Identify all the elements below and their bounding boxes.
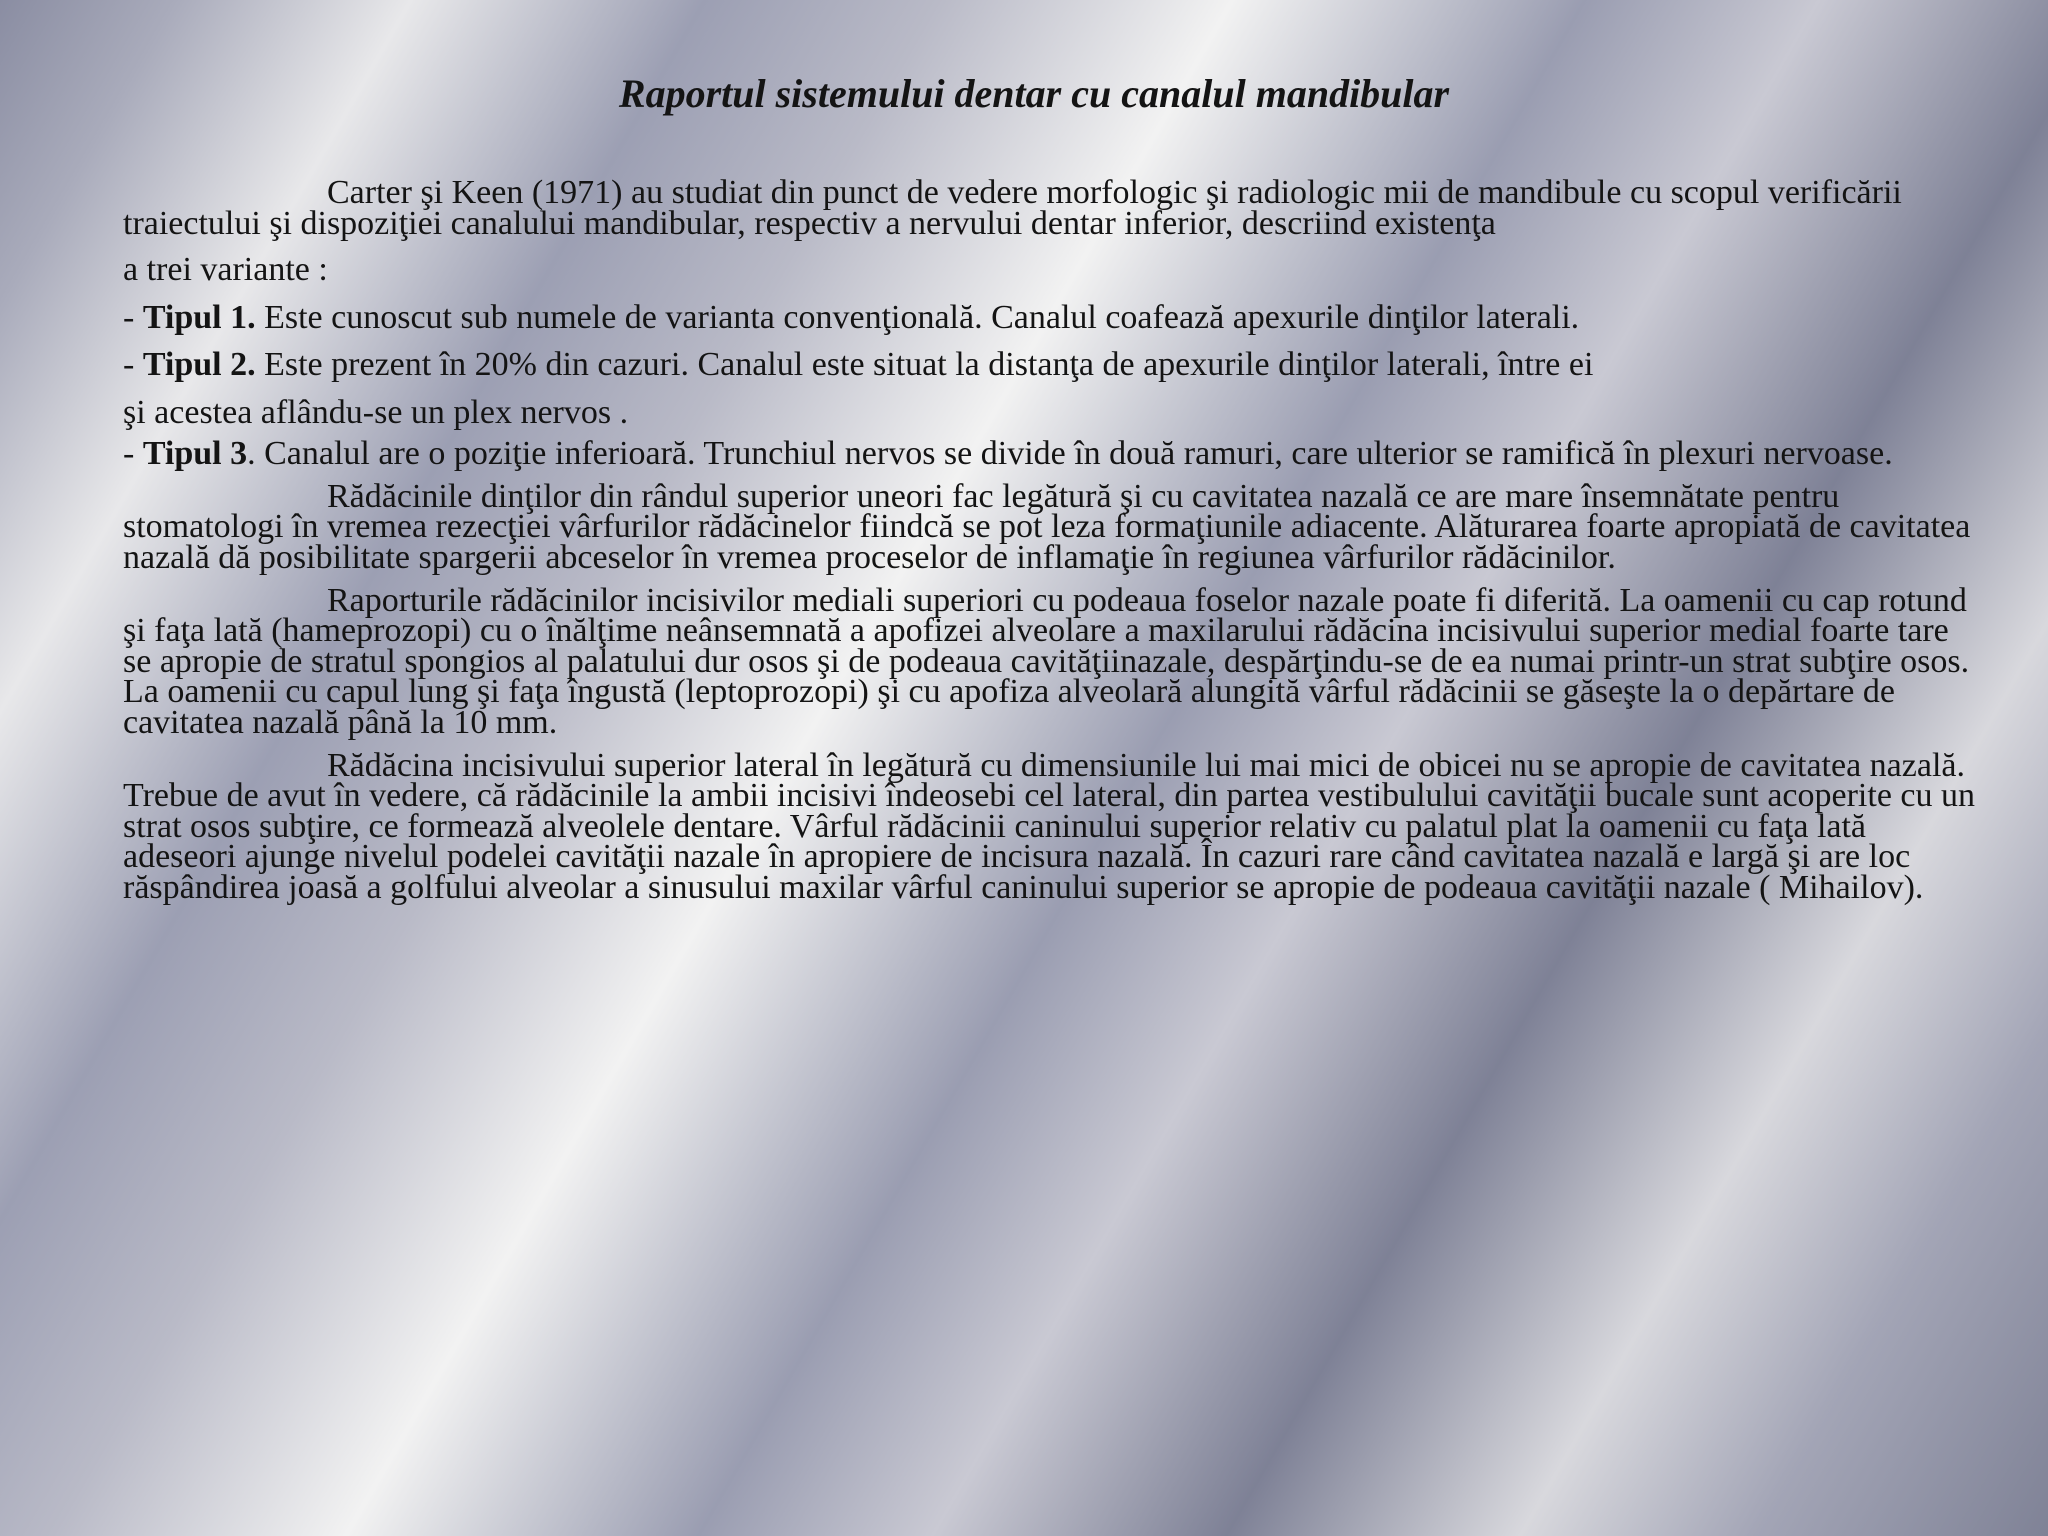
slide-body bbox=[123, 174, 1983, 918]
list-item-type-3: - Tipul 3. Canalul are o poziţie inferioară. Trunchiul nervos se divide în două ramuri, care ulterior se ramifică în plexuri nervoase. bbox=[123, 435, 1893, 473]
type-2-label: Tipul 2. bbox=[142, 346, 256, 384]
list-item-type-2: - Tipul 2. Este prezent în 20% din cazuri. Canalul este situat la distanţa de apexurile dinţilor laterali, între ei bbox=[123, 346, 1594, 384]
type-1-text: Este cunoscut sub numele de varianta convenţională. Canalul coafează apexurile dinţilor laterali. bbox=[255, 298, 1580, 336]
paragraph-medial-incisors-text: Raporturile rădăcinilor incisivilor mediali superiori cu podeaua foselor nazale poate fi diferită. La oamenii cu cap rotund şi faţa lată (hameprozopi) cu o înălţime neânsemnată a apofizei alveolare a maxilarului rădăcina incisivului superior medial foarte tare se apropie de stratul spongios al palatului dur osos şi de podeaua cavităţiinazale, despărţindu-se de ea numai printr-un strat subţire osos. La oamenii cu capul lung şi faţa îngustă (leptoprozopi) şi cu apofiza alveolară alungită vârful rădăcinii se găseşte la o depărtare de cavitatea nazală până la 10 mm. bbox=[123, 581, 1970, 741]
type-2-text: Este prezent în 20% din cazuri. Canalul este situat la distanţa de apexurile dinţilor laterali, între ei bbox=[255, 346, 1594, 384]
paragraph-lateral-incisor bbox=[123, 746, 1983, 906]
type-3-label: Tipul 3 bbox=[142, 435, 248, 473]
type-1-label: Tipul 1. bbox=[142, 298, 256, 336]
paragraph-variants-intro: a trei variante : bbox=[123, 251, 328, 289]
paragraph-upper-roots bbox=[123, 477, 1983, 576]
list-item-type-1: - Tipul 1. Este cunoscut sub numele de varianta convenţională. Canalul coafează apexurile dinţilor laterali. bbox=[123, 298, 1580, 336]
paragraph-upper-roots-text: Rădăcinile dinţilor din rândul superior uneori fac legătură şi cu cavitatea nazală ce are mare însemnătate pentru stomatologi în vremea rezecţiei vârfurilor rădăcinelor fiindcă se pot leza formaţiunile adiacente. Alăturarea foarte apropiată de cavitatea nazală dă posibilitate spargerii abceselor în vremea proceselor de inflamaţie în regiunea vârfurilor rădăcinilor. bbox=[123, 477, 1971, 576]
paragraph-medial-incisors bbox=[123, 581, 1983, 741]
paragraph-intro bbox=[123, 174, 1983, 242]
type-3-text: . Canalul are o poziţie inferioară. Trunchiul nervos se divide în două ramuri, care ulterior se ramifică în plexuri nervoase. bbox=[247, 435, 1893, 473]
paragraph-intro-text: Carter şi Keen (1971) au studiat din punct de vedere morfologic şi radiologic mii de mandibule cu scopul verificării traiectului şi dispoziţiei canalului mandibular, respectiv a nervului dentar inferior, descriind existenţa bbox=[123, 174, 1902, 242]
list-item-type-2-continued: şi acestea aflându-se un plex nervos . bbox=[123, 393, 629, 431]
paragraph-lateral-incisor-text: Rădăcina incisivului superior lateral în legătură cu dimensiunile lui mai mici de obicei nu se apropie de cavitatea nazală. Trebue de avut în vedere, că rădăcinile la ambii incisivi îndeosebi cel lateral, din partea vestibulului cavităţii bucale sunt acoperite cu un strat osos subţire, ce formează alveolele dentare. Vârful rădăcinii caninului superior relativ cu palatul plat la oamenii cu faţa lată adeseori ajunge nivelul podelei cavităţii nazale în apropiere de incisura nazală. În cazuri rare când cavitatea nazală e largă şi are loc răspândirea joasă a golfului alveolar a sinusului maxilar vârful caninului superior se apropie de podeaua cavităţii nazale ( Mihailov). bbox=[123, 746, 1976, 906]
slide-title: Raportul sistemului dentar cu canalul mandibular bbox=[618, 71, 1450, 116]
